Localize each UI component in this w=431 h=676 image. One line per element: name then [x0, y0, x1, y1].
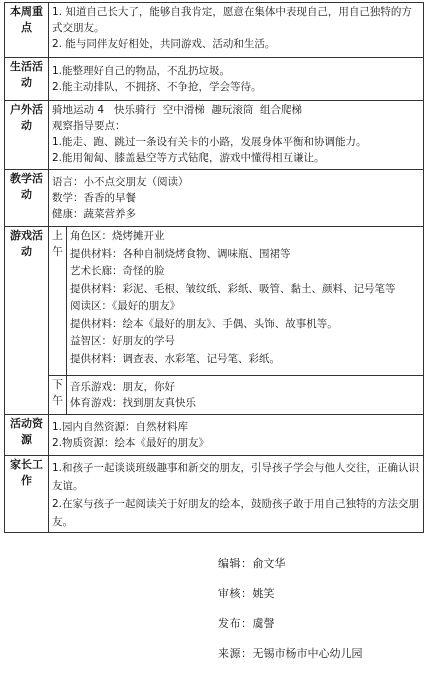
credit-label: 来源： [218, 647, 253, 660]
games-morning-label [49, 227, 67, 376]
credit-value: 虞謦 [252, 617, 275, 630]
teaching-item: 健康：蔬菜营养多 [52, 208, 136, 220]
outdoor-label: 户外活动 [5, 101, 49, 170]
life-label: 生活活动 [5, 58, 49, 101]
row-resources [5, 415, 424, 456]
teaching-label: 教学活动 [5, 170, 49, 227]
life-content [49, 58, 424, 101]
row-life [5, 58, 424, 101]
life-item: 1.能整理好自己的物品，不乱扔垃圾。 [52, 65, 231, 77]
outdoor-item: 骑地运动 4 快乐骑行 空中滑梯 趣玩滚筒 组合爬梯 [52, 104, 303, 116]
morning-item: 提供材料：绘本《最好的朋友》、手偶、头饰、故事机等。 [70, 317, 338, 330]
row-games-afternoon [5, 376, 424, 415]
resources-content [49, 415, 424, 456]
afternoon-label-text: 下午 [52, 378, 63, 407]
credit-reviewer [218, 586, 363, 616]
row-outdoor [5, 101, 424, 170]
goals-item: 2. 能与同伴友好相处，共同游戏、活动和生活。 [52, 38, 276, 50]
row-parents [5, 456, 424, 533]
parents-label: 家长工作 [5, 456, 49, 533]
credit-label: 审核： [218, 587, 253, 600]
games-morning-content [67, 227, 424, 376]
row-teaching [5, 170, 424, 227]
afternoon-item: 音乐游戏：朋友，你好 [70, 381, 175, 393]
outdoor-item: 1.能走、跑、跳过一条设有关卡的小路，发展身体平衡和协调能力。 [52, 136, 367, 148]
games-afternoon-label [49, 376, 67, 415]
teaching-item: 数学：香香的早餐 [52, 192, 136, 204]
parents-content [49, 456, 424, 533]
credit-value: 无锡市杨市中心幼儿园 [252, 647, 363, 660]
goals-label: 本周重点 [5, 3, 49, 58]
goals-content [49, 3, 424, 58]
morning-item: 提供材料：调查表、水彩笔、记号笔、彩纸。 [70, 352, 280, 365]
outdoor-content [49, 101, 424, 170]
resources-label: 活动资源 [5, 415, 49, 456]
row-games-morning [5, 227, 424, 376]
parents-item: 1.和孩子一起谈谈班级趣事和新交的朋友，引导孩子学会与他人交往，正确认识友谊。 [52, 462, 420, 492]
outdoor-item: 观察指导要点： [52, 120, 126, 132]
afternoon-item: 体育游戏：找到朋友真快乐 [70, 397, 196, 409]
morning-item: 提供材料：彩泥、毛根、皱纹纸、彩纸、吸管、黏土、颜料、记号笔等 [70, 282, 396, 295]
morning-item: 艺术长廊：奇怪的脸 [70, 265, 165, 277]
teaching-content [49, 170, 424, 227]
credit-label: 发布： [218, 617, 253, 630]
credit-label: 编辑： [218, 557, 253, 570]
outdoor-item: 2.能用匍匐、膝盖悬空等方式钻爬，游戏中懂得相互谦让。 [52, 152, 325, 164]
credit-source [218, 646, 363, 676]
resources-item: 2.物质资源：绘本《最好的朋友》 [52, 437, 210, 449]
credit-value: 姚笑 [252, 587, 275, 600]
credit-publisher [218, 616, 363, 646]
plan-table [4, 2, 424, 533]
parents-item: 2.在家与孩子一起阅读关于好朋友的绘本，鼓励孩子敢于用自己独特的方法交朋友。 [52, 498, 420, 528]
teaching-item: 语言：小不点交朋友（阅读） [52, 176, 189, 188]
credits-block [218, 556, 363, 676]
goals-item: 1. 知道自己长大了，能够自我肯定，愿意在集体中表现自己，用自己独特的方式交朋友。 [52, 6, 412, 34]
weekly-plan [4, 2, 424, 533]
credit-editor [218, 556, 363, 586]
morning-item: 角色区：烧烤摊开业 [70, 230, 165, 242]
morning-item: 阅读区：《最好的朋友》 [70, 300, 181, 312]
resources-item: 1.园内自然资源：自然材料库 [52, 421, 189, 433]
life-item: 2.能主动排队，不拥挤、不争抢，学会等待。 [52, 81, 262, 93]
row-goals [5, 3, 424, 58]
credit-value: 俞文华 [252, 557, 286, 570]
morning-item: 提供材料：各种自制烧烤食物、调味瓶、围裙等 [70, 247, 291, 260]
morning-label-text: 上午 [52, 229, 63, 258]
games-afternoon-content [67, 376, 424, 415]
games-label: 游戏活动 [5, 227, 49, 415]
morning-item: 益智区：好朋友的学号 [70, 335, 175, 347]
